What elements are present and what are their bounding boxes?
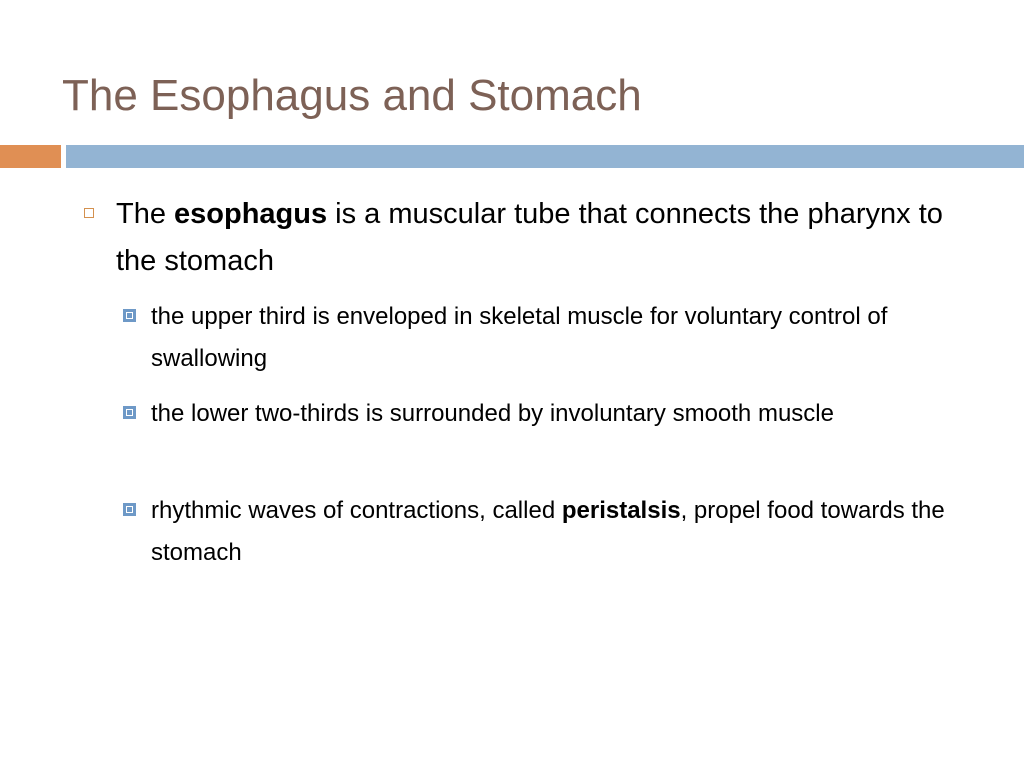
main-bullet-bold-term: esophagus bbox=[174, 198, 328, 230]
main-bullet-suffix: is a muscular tube that connects the pharynx to the stomach bbox=[116, 198, 943, 277]
filled-square-bullet-icon bbox=[123, 309, 136, 322]
sub-bullet-3-bold-term: peristalsis bbox=[561, 497, 681, 524]
sub-bullet-3 bbox=[151, 490, 981, 574]
filled-square-bullet-icon bbox=[123, 503, 136, 516]
filled-square-bullet-icon bbox=[123, 406, 136, 419]
sub-bullet-3-prefix: rhythmic waves of contractions, called bbox=[151, 497, 562, 524]
main-bullet bbox=[116, 191, 976, 285]
sub-bullet-1: the upper third is enveloped in skeletal muscle for voluntary control of swallowing bbox=[151, 303, 888, 372]
sub-bullet-2: the lower two-thirds is surrounded by involuntary smooth muscle bbox=[151, 400, 834, 427]
hollow-square-icon bbox=[84, 208, 94, 218]
sub-bullet-3-suffix: , propel food towards the stomach bbox=[151, 497, 945, 566]
slide-title: The Esophagus and Stomach bbox=[62, 71, 642, 120]
main-bullet-prefix: The bbox=[116, 198, 175, 230]
